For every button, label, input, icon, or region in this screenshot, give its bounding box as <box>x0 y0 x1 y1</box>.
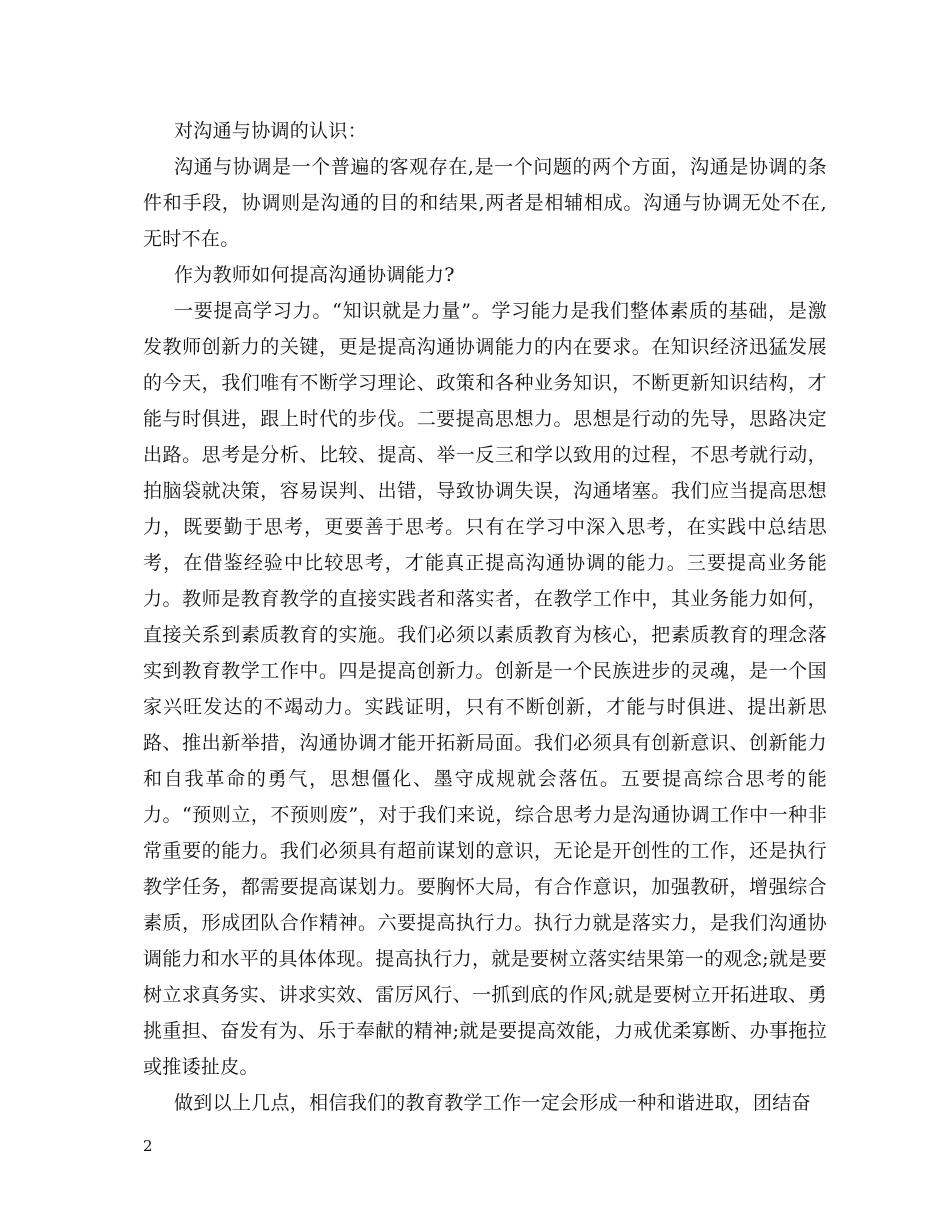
paragraph-methods: 一要提高学习力。“知识就是力量”。学习能力是我们整体素质的基础，是激发教师创新力的关键，更是提高沟通协调能力的内在要求。在知识经济迅猛发展的今天，我们唯有不断学习理论、政策和各种业务知识，不断更新知识结构，才能与时俱进，跟上时代的步伐。二要提高思想力。思想是行动的先导，思路决定出路。思考是分析、比较、提高、举一反三和学以致用的过程，不思考就行动，拍脑袋就决策，容易误判、出错，导致协调失误，沟通堵塞。我们应当提高思想力，既要勤于思考，更要善于思考。只有在学习中深入思考，在实践中总结思考，在借鉴经验中比较思考，才能真正提高沟通协调的能力。三要提高业务能力。教师是教育教学的直接实践者和落实者，在教学工作中，其业务能力如何，直接关系到素质教育的实施。我们必须以素质教育为核心，把素质教育的理念落实到教育教学工作中。四是提高创新力。创新是一个民族进步的灵魂，是一个国家兴旺发达的不竭动力。实践证明，只有不断创新，才能与时俱进、提出新思路、推出新举措，沟通协调才能开拓新局面。我们必须具有创新意识、创新能力和自我革命的勇气，思想僵化、墨守成规就会落伍。五要提高综合思考的能力。“预则立，不预则废”，对于我们来说，综合思考力是沟通协调工作中一种非常重要的能力。我们必须具有超前谋划的意识，无论是开创性的工作，还是执行教学任务，都需要提高谋划力。要胸怀大局，有合作意识，加强教研，增强综合素质，形成团队合作精神。六要提高执行力。执行力就是落实力，是我们沟通协调能力和水平的具体体现。提高执行力，就是要树立落实结果第一的观念;就是要树立求真务实、讲求实效、雷厉风行、一抓到底的作风;就是要树立开拓进取、勇挑重担、奋发有为、乐于奉献的精神;就是要提高效能，力戒优柔寡断、办事拖拉或推诿扯皮。 <box>143 300 827 1078</box>
heading-understanding: 对沟通与协调的认识： <box>174 120 368 142</box>
heading-question: 作为教师如何提高沟通协调能力? <box>174 264 455 286</box>
paragraph-conclusion: 做到以上几点，相信我们的教育教学工作一定会形成一种和谐进取，团结奋 <box>174 1092 811 1114</box>
document-body <box>143 113 827 1121</box>
paragraph-understanding: 沟通与协调是一个普遍的客观存在,是一个问题的两个方面，沟通是协调的条件和手段，协调则是沟通的目的和结果,两者是相辅相成。沟通与协调无处不在,无时不在。 <box>143 156 827 250</box>
page-number: 2 <box>143 1137 153 1155</box>
